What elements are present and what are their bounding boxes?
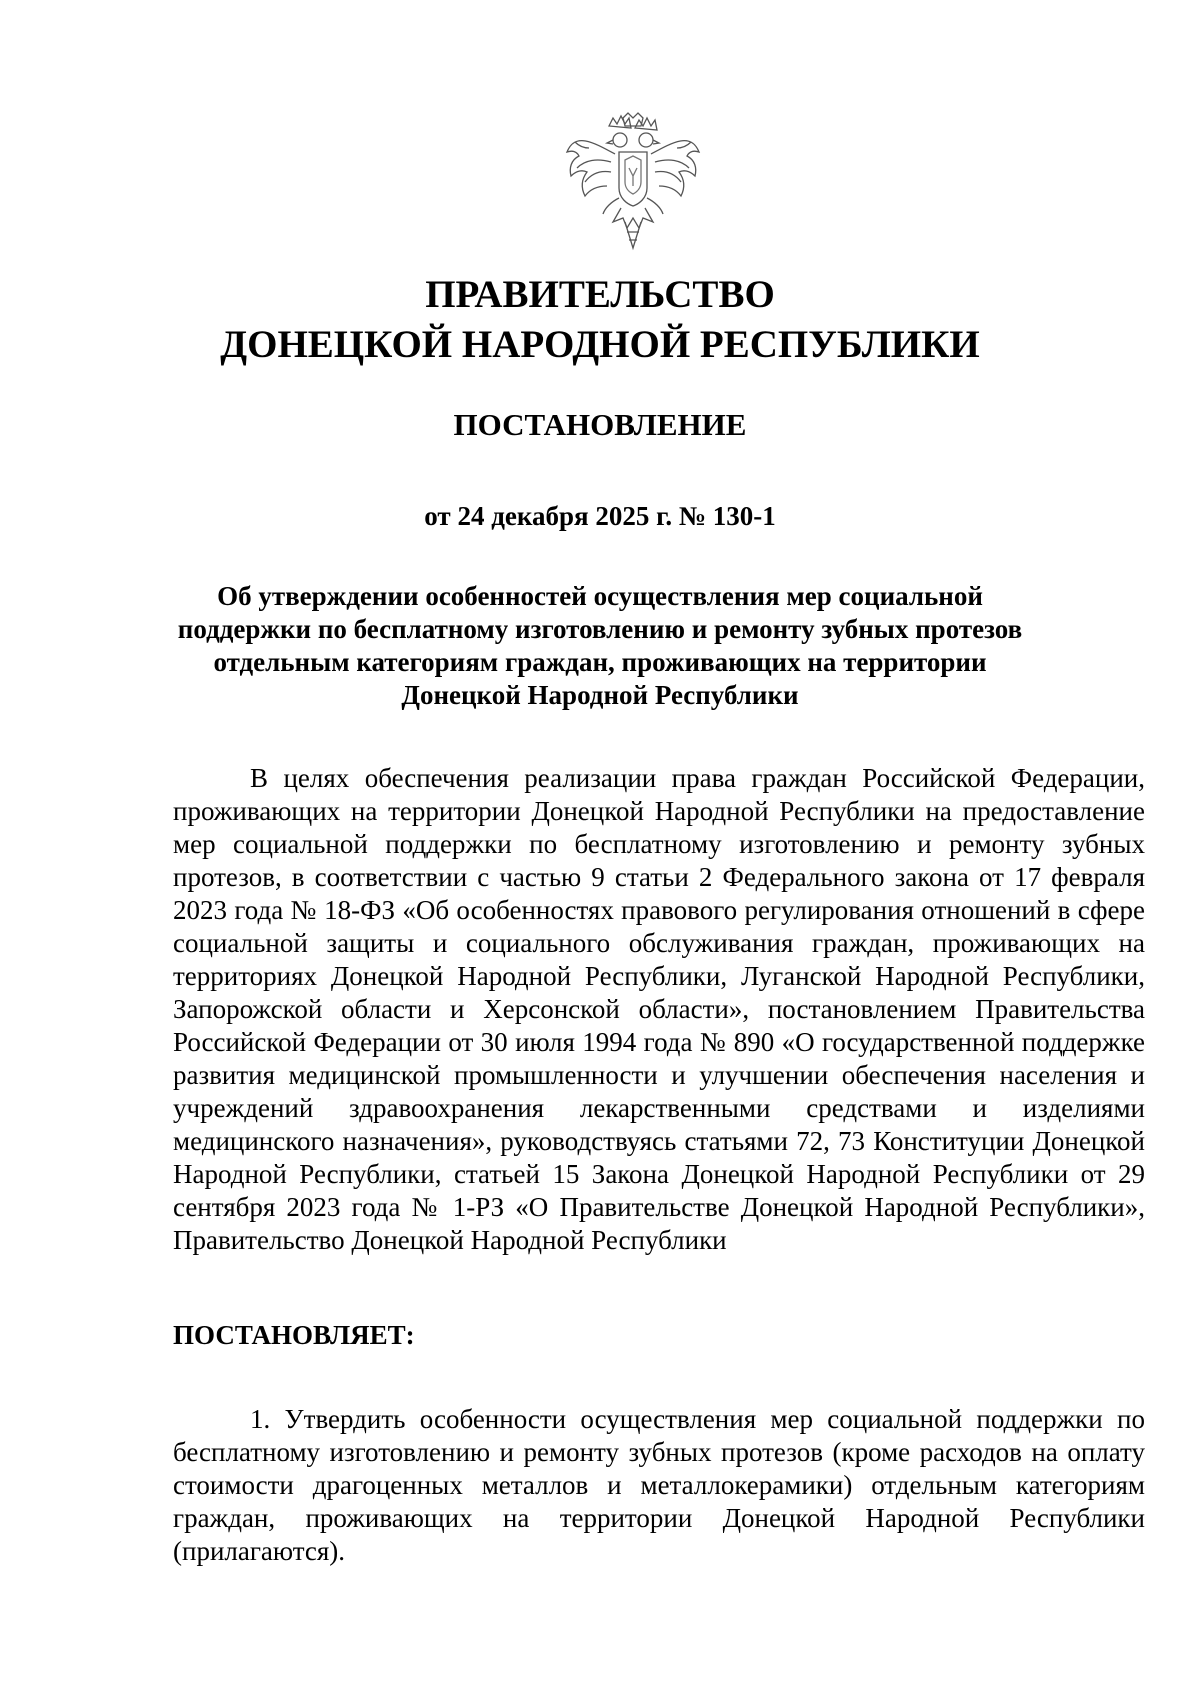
document-type: ПОСТАНОВЛЕНИЕ — [453, 407, 747, 442]
subject-line-1: Об утверждении особенностей осуществления мер социальной — [217, 581, 983, 611]
subject-line-4: Донецкой Народной Республики — [401, 680, 799, 710]
government-name-line-2: ДОНЕЦКОЙ НАРОДНОЙ РЕСПУБЛИКИ — [220, 323, 980, 366]
government-name — [0, 270, 1200, 370]
government-name-line-1: ПРАВИТЕЛЬСТВО — [425, 273, 775, 316]
subject-line-3: отдельным категориям граждан, проживающих на территории — [213, 647, 987, 677]
decree-heading: ПОСТАНОВЛЯЕТ: — [173, 1320, 415, 1350]
preamble-paragraph: В целях обеспечения реализации права граждан Российской Федерации, проживающих на территории Донецкой Народной Республики на предоставление мер социальной поддержки по бесплатному изготовлению и ремонту зубных протезов, в соответствии с частью 9 статьи 2 Федерального закона от 17 февраля 2023 года № 18-ФЗ «Об особенностях правового регулирования отношений в сфере социальной защиты и социального обслуживания граждан, проживающих на территориях Донецкой Народной Республики, Луганской Народной Республики, Запорожской области и Херсонской области», постановлением Правительства Российской Федерации от 30 июля 1994 года № 890 «О государственной поддержке развития медицинской промышленности и улучшении обеспечения населения и учреждений здравоохранения лекарственными средствами и изделиями медицинского назначения», руководствуясь статьями 72, 73 Конституции Донецкой Народной Республики, статьей 15 Закона Донецкой Народной Республики от 29 сентября 2023 года № 1-РЗ «О Правительстве Донецкой Народной Республики», Правительство Донецкой Народной Республики — [173, 763, 1145, 1255]
coat-of-arms-icon — [563, 112, 703, 262]
subject-line-2: поддержки по бесплатному изготовлению и ремонту зубных протезов — [177, 614, 1023, 644]
document-date-number: от 24 декабря 2025 г. № 130-1 — [424, 501, 776, 531]
document-subject — [0, 580, 1200, 712]
decree-item-1: 1. Утвердить особенности осуществления мер социальной поддержки по бесплатному изготовлению и ремонту зубных протезов (кроме расходов на оплату стоимости драгоценных металлов и металлокерамики) отдельным категориям граждан, проживающих на территории Донецкой Народной Республики (прилагаются). — [173, 1404, 1145, 1566]
